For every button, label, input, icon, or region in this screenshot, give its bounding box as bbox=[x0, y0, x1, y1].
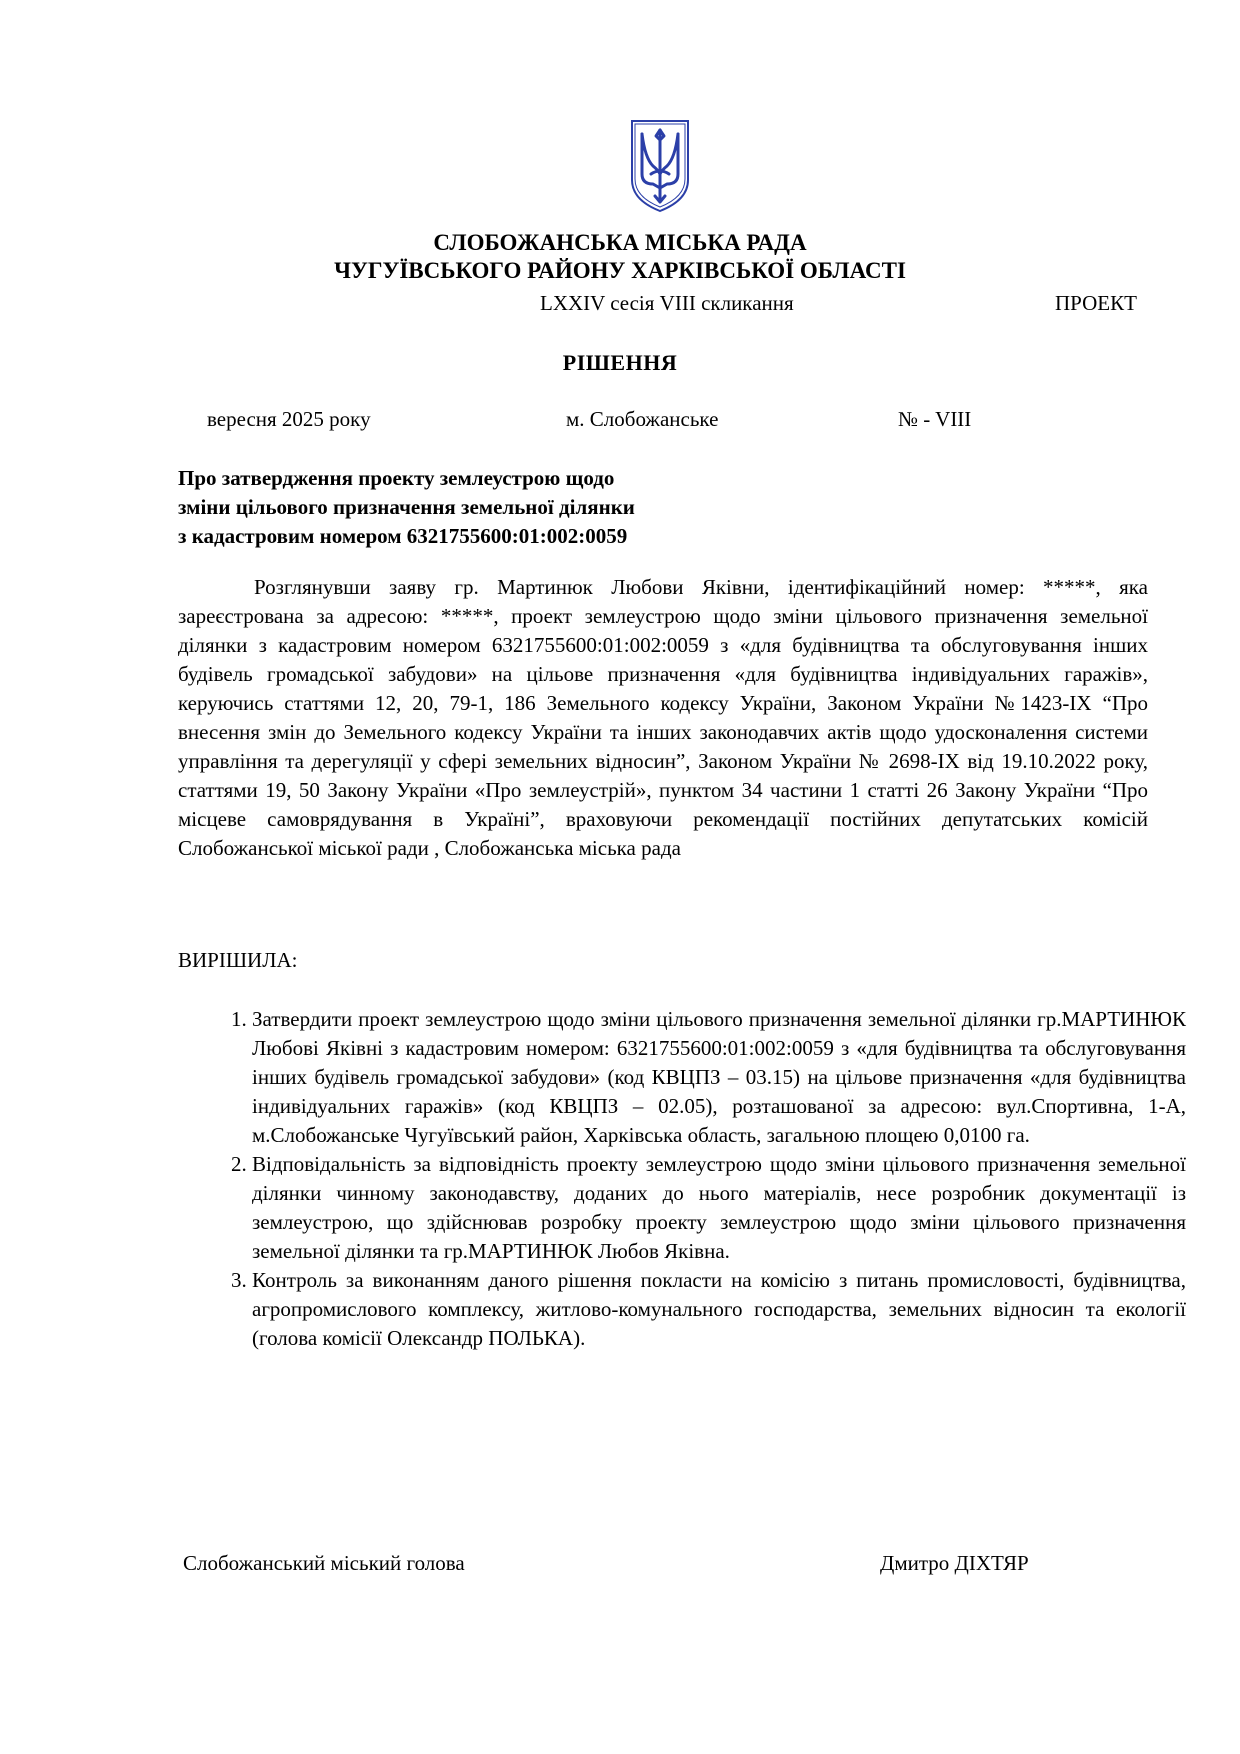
decision-date: вересня 2025 року bbox=[207, 407, 371, 431]
subject-line: зміни цільового призначення земельної ділянки bbox=[178, 495, 635, 519]
subject-line: Про затвердження проекту землеустрою щодо bbox=[178, 466, 615, 490]
decision-place: м. Слобожанське bbox=[566, 407, 719, 431]
decided-label: ВИРІШИЛА: bbox=[178, 948, 298, 972]
signatory-position: Слобожанський міський голова bbox=[183, 1551, 465, 1575]
decision-subject bbox=[178, 464, 758, 551]
trident-coat-of-arms-icon bbox=[629, 118, 691, 214]
preamble-paragraph: Розглянувши заяву гр. Мартинюк Любови Яківни, ідентифікаційний номер: *****, яка зареєстрована за адресою: *****, проект землеустрою щодо зміни цільового призначення земельної ділянки з кадастровим номером 6321755600:01:002:0059 з «для будівництва та обслуговування інших будівель громадської забудови» на цільове призначення «для будівництва індивідуальних гаражів», керуючись статтями 12, 20, 79-1, 186 Земельного кодексу України, Законом України №1423-IX “Про внесення змін до Земельного кодексу України та інших законодавчих актів щодо удосконалення системи управління та дерегуляції у сфері земельних відносин”, Законом України № 2698-IX від 19.10.2022 року, статтями 19, 50 Закону України «Про землеустрій», пунктом 34 частини 1 статті 26 Закону України “Про місцеве самоврядування в Україні”, враховуючи рекомендації постійних депутатських комісій Слобожанської міської ради , Слобожанська міська рада bbox=[178, 575, 1148, 860]
decision-item: 3. Контроль за виконанням даного рішення покласти на комісію з питань промисловості, будівництва, агропромислового комплексу, житлово-комунального господарства, земельних відносин та екології (голова комісії Олександр ПОЛЬКА). bbox=[252, 1266, 1186, 1353]
subject-line: з кадастровим номером 6321755600:01:002:0059 bbox=[178, 524, 628, 548]
decision-item: 1. Затвердити проект землеустрою щодо зміни цільового призначення земельної ділянки гр.МАРТИНЮК Любові Яківні з кадастровим номером: 6321755600:01:002:0059 з «для будівництва та обслуговування інших будівель громадської забудови» (код КВЦПЗ – 03.15) на цільове призначення «для будівництва індивідуальних гаражів» (код КВЦПЗ – 02.05), розташованої за адресою: вул.Спортивна, 1-А, м.Слобожанське Чугуївський район, Харківська область, загальною площею 0,0100 га. bbox=[252, 1005, 1186, 1150]
session-line: LXXIV сесія VIII скликання bbox=[540, 291, 794, 315]
council-name: СЛОБОЖАНСЬКА МІСЬКА РАДА bbox=[433, 230, 807, 255]
decision-number: № - VIII bbox=[898, 407, 972, 431]
district-name: ЧУГУЇВСЬКОГО РАЙОНУ ХАРКІВСЬКОЇ ОБЛАСТІ bbox=[334, 258, 906, 283]
decisions-list bbox=[214, 1005, 1186, 1353]
draft-mark: ПРОЕКТ bbox=[1055, 291, 1137, 315]
document-type: РІШЕННЯ bbox=[562, 350, 678, 375]
signatory-name: Дмитро ДІХТЯР bbox=[880, 1551, 1029, 1575]
decision-item: 2. Відповідальність за відповідність проекту землеустрою щодо зміни цільового призначення земельної ділянки чинному законодавству, доданих до нього матеріалів, несе розробник документації із землеустрою, що здійснював розробку проекту землеустрою щодо зміни цільового призначення земельної ділянки та гр.МАРТИНЮК Любов Яківна. bbox=[252, 1150, 1186, 1266]
